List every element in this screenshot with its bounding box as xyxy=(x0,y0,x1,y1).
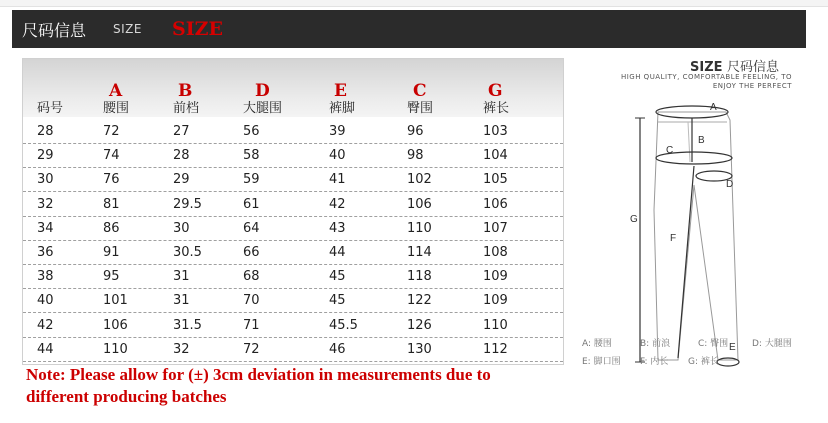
table-cell: 106 xyxy=(407,196,432,212)
col-header-size: 码号 xyxy=(37,101,64,116)
header-bar xyxy=(12,10,806,48)
table-cell: 41 xyxy=(329,172,346,188)
label-a: A xyxy=(710,102,717,113)
table-cell: 30 xyxy=(173,220,190,236)
table-cell: 108 xyxy=(483,245,508,260)
diagram-subtitle-2: ENJOY THE PERFECT xyxy=(712,82,792,90)
table-cell: 91 xyxy=(103,245,120,260)
table-cell: 122 xyxy=(407,293,432,309)
table-cell: 101 xyxy=(103,293,128,309)
table-cell: 31 xyxy=(173,293,190,309)
table-cell: 106 xyxy=(103,317,128,333)
table-cell: 42 xyxy=(37,317,54,333)
legend-f: F: 内长 xyxy=(640,357,669,367)
leg-opening-measure xyxy=(717,358,739,366)
legend-g: G: 裤长 xyxy=(688,357,719,367)
table-cell: 28 xyxy=(37,124,54,139)
label-c: C xyxy=(666,145,674,156)
diagram-title-cn: 尺码信息 xyxy=(727,60,780,75)
table-cell: 56 xyxy=(243,124,260,139)
table-cell: 45 xyxy=(329,293,346,309)
table-cell: 32 xyxy=(173,341,190,357)
label-g: G xyxy=(630,214,638,225)
note-line-2: different producing batches xyxy=(26,387,227,406)
table-cell: 110 xyxy=(407,220,432,236)
table-cell: 34 xyxy=(37,220,54,236)
col-letter-g: G xyxy=(488,81,503,101)
table-cell: 81 xyxy=(103,196,120,212)
table-cell: 64 xyxy=(243,220,260,236)
diagram-title-en: SIZE xyxy=(690,60,723,75)
table-row xyxy=(23,168,563,192)
table-row xyxy=(23,217,563,241)
table-cell: 126 xyxy=(407,317,432,333)
col-header-front-rise: 前档 xyxy=(173,101,200,116)
table-cell: 72 xyxy=(103,124,120,139)
table-cell: 130 xyxy=(407,341,432,357)
col-header-hip: 臀围 xyxy=(407,101,434,116)
table-cell: 29.5 xyxy=(173,196,202,212)
table-cell: 44 xyxy=(37,341,54,357)
table-cell: 96 xyxy=(407,124,424,139)
legend-e: E: 脚口围 xyxy=(582,357,621,367)
table-cell: 29 xyxy=(37,148,54,164)
table-cell: 76 xyxy=(103,172,120,188)
header-title-en: SIZE xyxy=(113,22,142,36)
table-cell: 36 xyxy=(37,245,54,260)
table-cell: 40 xyxy=(37,293,54,309)
table-cell: 71 xyxy=(243,317,260,333)
table-row xyxy=(23,314,563,338)
table-cell: 42 xyxy=(329,196,346,212)
table-cell: 30.5 xyxy=(173,245,202,260)
table-cell: 45 xyxy=(329,269,346,285)
note-line-1: Note: Please allow for (±) 3cm deviation in measurements due to xyxy=(26,365,491,384)
table-cell: 110 xyxy=(483,317,508,333)
legend-a: A: 腰围 xyxy=(582,339,612,349)
table-cell: 95 xyxy=(103,269,120,285)
col-header-thigh: 大腿围 xyxy=(243,101,283,116)
table-cell: 29 xyxy=(173,172,190,188)
table-cell: 66 xyxy=(243,245,260,260)
table-cell: 109 xyxy=(483,269,508,285)
diagram-subtitle xyxy=(596,73,792,91)
measurement-diagram xyxy=(578,50,823,380)
table-row xyxy=(23,289,563,313)
fly-line xyxy=(688,122,690,162)
table-cell: 43 xyxy=(329,220,346,236)
table-cell: 45.5 xyxy=(329,317,358,333)
table-cell: 40 xyxy=(329,148,346,164)
table-cell: 38 xyxy=(37,269,54,285)
inseam-measure xyxy=(678,166,694,358)
table-cell: 72 xyxy=(243,341,260,357)
col-letter-b: B xyxy=(178,81,193,101)
table-cell: 105 xyxy=(483,172,508,188)
header-title-red: SIZE xyxy=(172,18,223,40)
col-letter-a: A xyxy=(109,81,123,101)
col-letter-d: D xyxy=(255,81,270,101)
table-cell: 61 xyxy=(243,196,260,212)
table-cell: 118 xyxy=(407,269,432,285)
table-row xyxy=(23,265,563,289)
col-letter-e: E xyxy=(334,81,347,101)
table-cell: 70 xyxy=(243,293,260,309)
table-cell: 30 xyxy=(37,172,54,188)
label-f: F xyxy=(670,233,677,244)
table-cell: 31.5 xyxy=(173,317,202,333)
table-cell: 98 xyxy=(407,148,424,164)
col-header-waist: 腰围 xyxy=(103,101,130,116)
table-cell: 39 xyxy=(329,124,346,139)
table-row xyxy=(23,241,563,265)
table-cell: 86 xyxy=(103,220,120,236)
table-cell: 114 xyxy=(407,245,432,260)
legend-d: D: 大腿围 xyxy=(752,339,792,349)
table-cell: 31 xyxy=(173,269,190,285)
deviation-note xyxy=(26,364,626,408)
table-cell: 28 xyxy=(173,148,190,164)
table-cell: 110 xyxy=(103,341,128,357)
label-d: D xyxy=(726,179,734,190)
legend-b: B: 前浪 xyxy=(640,339,671,349)
col-letter-c: C xyxy=(413,81,427,101)
table-cell: 27 xyxy=(173,124,190,139)
label-b: B xyxy=(698,135,705,146)
table-cell: 68 xyxy=(243,269,260,285)
legend-c: C: 臀围 xyxy=(698,339,729,349)
table-row xyxy=(23,193,563,217)
col-header-length: 裤长 xyxy=(483,101,510,116)
table-cell: 102 xyxy=(407,172,432,188)
diagram-subtitle-1: HIGH QUALITY, COMFORTABLE FEELING, TO xyxy=(620,73,792,81)
pants-drawing xyxy=(578,90,823,370)
size-table xyxy=(22,58,564,365)
row-divider xyxy=(23,361,563,362)
table-cell: 104 xyxy=(483,148,508,164)
table-cell: 109 xyxy=(483,293,508,309)
table-cell: 59 xyxy=(243,172,260,188)
table-cell: 106 xyxy=(483,196,508,212)
table-cell: 58 xyxy=(243,148,260,164)
top-strip xyxy=(0,0,828,7)
table-cell: 74 xyxy=(103,148,120,164)
col-header-leg-opening: 裤脚 xyxy=(329,101,356,116)
label-e: E xyxy=(729,342,736,353)
table-row xyxy=(23,120,563,144)
header-title-cn: 尺码信息 xyxy=(22,21,87,40)
table-cell: 46 xyxy=(329,341,346,357)
table-row xyxy=(23,338,563,362)
table-cell: 112 xyxy=(483,341,508,357)
table-cell: 32 xyxy=(37,196,54,212)
table-row xyxy=(23,144,563,168)
table-cell: 103 xyxy=(483,124,508,139)
table-cell: 107 xyxy=(483,220,508,236)
table-cell: 44 xyxy=(329,245,346,260)
